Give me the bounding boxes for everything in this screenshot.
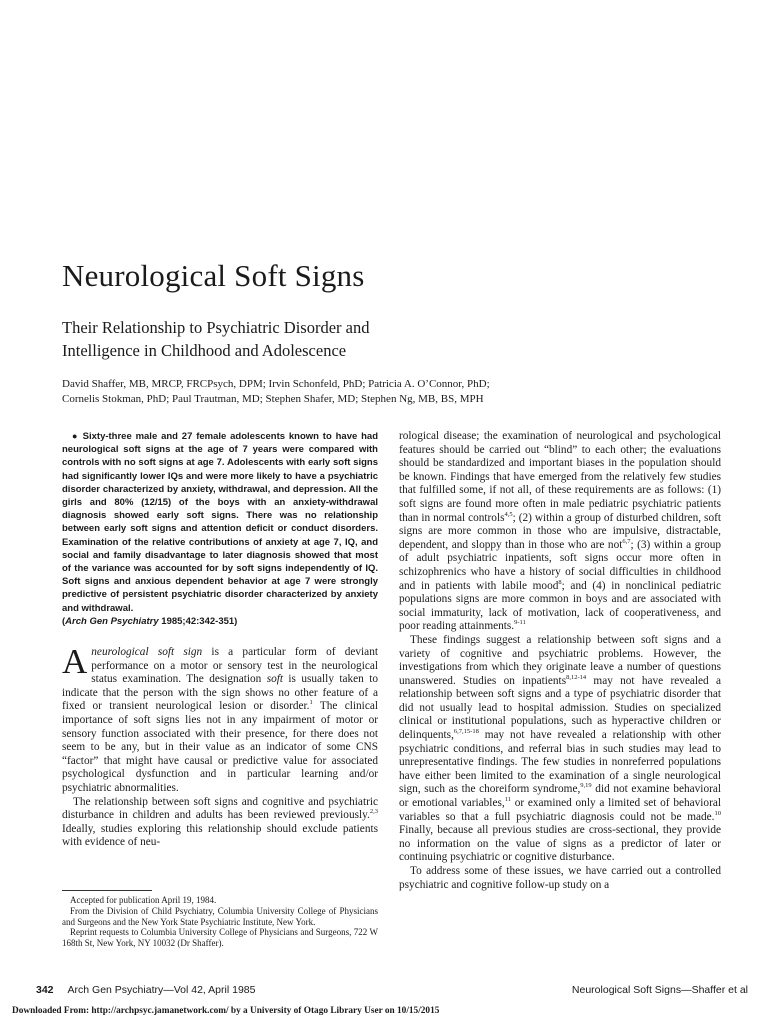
r2-text-c: may not have revealed a relationship with other psychiatric conditions, and referral bias in such studies may lead to unrepresentative findings. The few studies in nonreferred populations have either been limited to the examination of a single neurological sign, such as the choreiform syndrome,: [399, 729, 721, 796]
footnote-accepted: Accepted for publication April 19, 1984.: [70, 895, 217, 905]
ref-sup: 8: [558, 578, 562, 586]
running-title: Neurological Soft Signs—Shaffer et al: [571, 984, 748, 996]
intro-text-c: The clinical importance of soft signs lies not in any impairment of motor or sensory function associated with their presence, for there does not seem to be any, but in their value as an indicator of some CNS “factor” that might have causal or predictive value for associated psychological dysfunction and in particular learning and/or psychiatric abnormalities.: [62, 700, 378, 794]
intro-text-a: is a particular form of deviant performance on a motor or sensory test in the neurological status examination. The designation: [91, 646, 378, 686]
body-paragraph-4: [399, 634, 721, 865]
ref-sup: 6,7,15-18: [453, 728, 479, 736]
r2-text-d: did not examine behavioral or emotional variables,: [399, 783, 722, 810]
drop-cap: A: [62, 642, 88, 682]
term-soft: soft: [266, 673, 284, 686]
p2-text-b: Ideally, studies exploring this relationship should exclude patients with evidence of neu-: [62, 822, 378, 849]
r2-text-a: These findings suggest a relationship between soft signs and a variety of cognitive and psychiatric problems. However, the investigations from which they originate leave a number of questions unanswered. Studies on inpatients: [399, 633, 721, 687]
authors-line-1: David Shaffer, MB, MRCP, FRCPsych, DPM; Irvin Schonfeld, PhD; Patricia A. O’Connor, PhD;: [62, 378, 490, 390]
citation: [62, 615, 378, 628]
term-soft-sign: neurological soft sign: [91, 646, 203, 659]
article-subtitle: [62, 316, 582, 362]
p2-text-a: The relationship between soft signs and cognitive and psychiatric disturbance in children and adults has been reviewed previously.: [62, 795, 378, 822]
ref-sup: 4,5: [504, 510, 513, 518]
r1-text-d: ; and (4) in nonclinical pediatric populations signs are more common in boys and are associated with social immaturity, lack of motivation, lack of cooperativeness, and poor reading attainments.: [399, 579, 721, 633]
r1-text-b: ; (2) within a group of disturbed children, soft signs are more common in those who are impulsive, distractable, dependent, and sloppy than in those who are not: [399, 511, 721, 551]
ref-sup: 11: [504, 796, 511, 804]
authors-line-2: Cornelis Stokman, PhD; Paul Trautman, MD; Stephen Shafer, MD; Stephen Ng, MB, BS, MPH: [62, 393, 484, 405]
download-note: Downloaded From: http://archpsyc.jamanetwork.com/ by a University of Otago Library User on 10/15/2015: [12, 1006, 440, 1016]
abstract: [62, 430, 378, 615]
r1-text-c: ; (3) within a group of adult psychiatric inpatients, soft signs occur more often in schizophrenics who have a history of social difficulties in childhood and in patients with labile mood: [399, 538, 721, 592]
r2-text-b: may not have revealed a relationship between soft signs and a type of psychiatric disorder that did not usually lead to hospital admission. Studies on specialized clinical or institutional populations, such as hyperactive children or delinquents,: [399, 674, 721, 742]
r1-text-a: rological disease; the examination of neurological and psychological features should be carried out “blind” to each other; the evaluations should be standardized and important biases in the population should be known. Findings that have emerged from the relatively few studies that fulfilled some, if not all, of these requirements are as follows: (1) soft signs are found more often in male pediatric psychiatric patients than in normal controls: [399, 430, 721, 524]
author-list: [62, 377, 702, 407]
page-number: 342: [36, 984, 54, 996]
ref-sup: 9,19: [580, 782, 592, 790]
footnotes: [62, 890, 378, 949]
intro-text-b: is usually taken to indicate that the person with the sign shows no other feature of a fixed or transient neurological lesion or disorder.: [62, 673, 378, 713]
ref-sup: 1: [309, 699, 313, 707]
r2-text-f: Finally, because all previous studies are cross-sectional, they provide no information on the value of signs as a predictor of later or continuing psychiatric or cognitive disturbance.: [399, 824, 721, 864]
bullet-icon: ●: [72, 431, 79, 441]
footnote-affiliation: From the Division of Child Psychiatry, Columbia University College of Physicians and Surgeons and the New York State Psychiatric Institute, New York.: [62, 905, 378, 927]
right-column: [399, 430, 721, 892]
intro-paragraph: [62, 642, 378, 796]
abstract-text: Sixty-three male and 27 female adolescents known to have had neurological soft signs at the age of 7 years were compared with controls with no soft signs at age 7. Adolescents with early soft signs had significantly lower IQs and were more likely to have a psychiatric disorder characterized by anxiety, withdrawal, and depression. All the girls and 80% (12/15) of the boys with an anxiety-withdrawal diagnosis showed early soft signs. There was no relationship between early soft signs and attention deficit or conduct disorders. Examination of the relative contributions of anxiety at age 7, IQ, and social and family disadvantage to later diagnosis showed that most of the variance was accounted for by soft signs independently of IQ. Soft signs and anxious dependent behavior at age 7 were strongly predictive of persistent psychiatric disorder characterized by anxiety and withdrawal.: [62, 431, 378, 614]
citation-rest: 1985;42:342-351): [158, 615, 238, 627]
footer-left: [36, 984, 255, 996]
subtitle-line-1: Their Relationship to Psychiatric Disorder and: [62, 318, 370, 337]
article-title: Neurological Soft Signs: [62, 258, 365, 293]
ref-sup: 6,7: [622, 537, 631, 545]
left-column: [62, 430, 378, 850]
ref-sup: 2,3: [369, 808, 378, 816]
citation-journal: Arch Gen Psychiatry: [65, 615, 159, 627]
r2-text-e: or examined only a limited set of behavioral variables so that a full psychiatric diagnosis could not be made.: [399, 797, 721, 823]
page-footer: [36, 984, 748, 996]
ref-sup: 8,12-14: [566, 673, 587, 681]
body-paragraph-5: To address some of these issues, we have carried out a controlled psychiatric and cognitive follow-up study on a: [399, 865, 721, 891]
body-paragraph-2: [62, 796, 378, 850]
ref-sup: 9-11: [514, 619, 526, 627]
subtitle-line-2: Intelligence in Childhood and Adolescence: [62, 341, 347, 360]
citation-open: (: [62, 615, 66, 627]
footnote-divider: [62, 890, 152, 891]
footnote-reprint: Reprint requests to Columbia University College of Physicians and Surgeons, 722 W 168th St, New York, NY 10032 (Dr Shaffer).: [62, 927, 378, 949]
ref-sup: 10: [714, 809, 721, 817]
body-paragraph-3: [399, 430, 721, 634]
journal-issue: Arch Gen Psychiatry—Vol 42, April 1985: [67, 984, 256, 996]
